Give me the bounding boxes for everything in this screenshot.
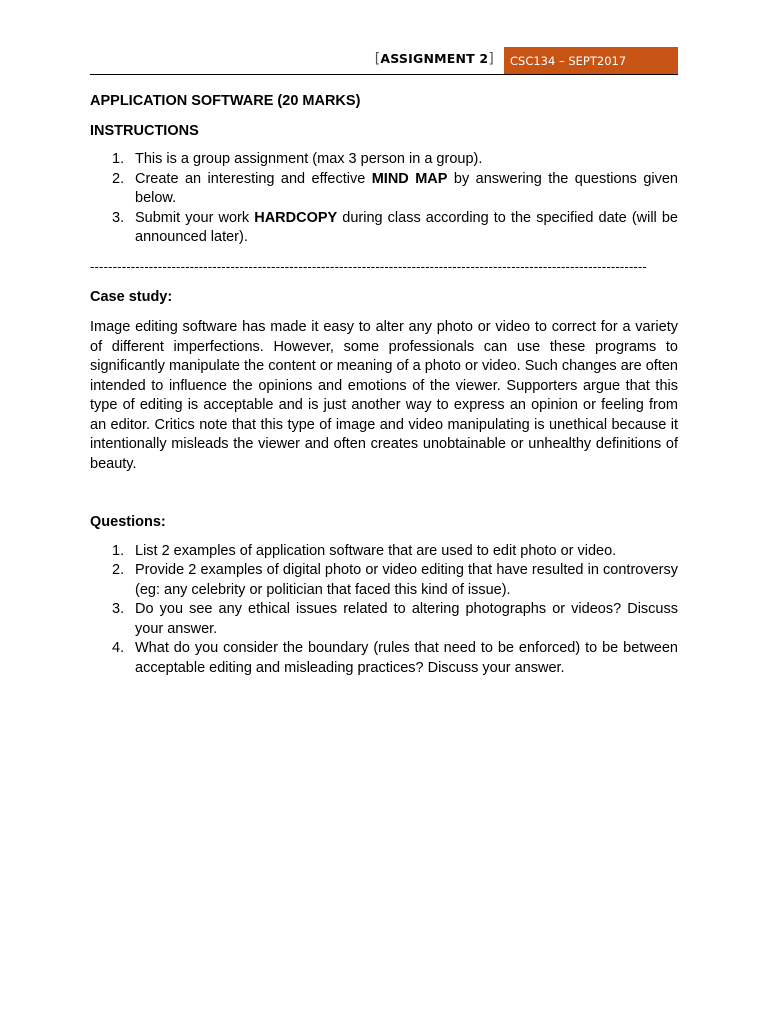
list-number: 2. bbox=[112, 170, 125, 187]
question-text: List 2 examples of application software that are used to edit photo or video. bbox=[135, 542, 617, 559]
instruction-item-2 bbox=[90, 170, 678, 209]
instruction-text: by answering the questions given below. bbox=[135, 170, 678, 206]
instruction-text: Submit your work bbox=[135, 209, 255, 226]
question-text: Do you see any ethical issues related to altering photographs or videos? Discuss your answer. bbox=[135, 601, 678, 637]
case-study-heading: Case study: bbox=[90, 288, 173, 305]
document-title: APPLICATION SOFTWARE (20 MARKS) bbox=[90, 93, 361, 109]
case-study-body: Image editing software has made it easy to alter any photo or video to correct for a variety of different imperfections. However, some professionals can use these programs to significantly manipulate the content or meaning of a photo or video. Such changes are often intended to influence the opinions and emotions of the viewer. Supporters argue that this type of editing is acceptable and is just another way to express an opinion or feeling from an editor. Critics note that this type of image and video manipulating is unethical because it intentionally misleads the viewer and often creates unobtainable or unhealthy definitions of beauty. bbox=[90, 319, 678, 472]
instruction-item-3 bbox=[90, 209, 678, 248]
header-rule bbox=[90, 74, 678, 75]
document-body bbox=[90, 92, 678, 678]
instructions-heading: INSTRUCTIONS bbox=[90, 122, 199, 139]
list-number: 1. bbox=[112, 151, 125, 167]
page-header bbox=[90, 45, 678, 75]
dashed-divider: --------------------------------------------------------------------------------------------------------------------------- bbox=[90, 258, 648, 274]
question-item-1 bbox=[90, 542, 678, 562]
instruction-text: during class according to the specified date (will be announced later). bbox=[135, 209, 678, 245]
questions-list bbox=[90, 542, 678, 679]
list-number: 4. bbox=[112, 640, 125, 656]
assignment-label bbox=[375, 51, 494, 67]
instructions-list bbox=[90, 150, 678, 248]
question-item-4 bbox=[90, 639, 678, 678]
question-text: Provide 2 examples of digital photo or video editing that have resulted in controversy (eg: any celebrity or politician that faced this kind of issue). bbox=[135, 562, 678, 598]
instruction-emphasis: HARDCOPY bbox=[254, 209, 338, 226]
assignment-text: ASSIGNMENT 2 bbox=[380, 51, 489, 66]
list-number: 1. bbox=[112, 542, 125, 559]
list-number: 3. bbox=[112, 601, 125, 617]
bracket-open: [ bbox=[374, 51, 381, 67]
question-text: What do you consider the boundary (rules that need to be enforced) to be between acceptable editing and misleading practices? Discuss your answer. bbox=[135, 640, 678, 676]
list-number: 3. bbox=[112, 209, 125, 226]
instruction-text: This is a group assignment (max 3 person in a group). bbox=[135, 151, 483, 167]
list-number: 2. bbox=[112, 562, 125, 578]
questions-heading: Questions: bbox=[90, 514, 166, 530]
bracket-close: ] bbox=[488, 51, 494, 67]
instruction-emphasis: MIND MAP bbox=[371, 170, 448, 187]
question-item-3 bbox=[90, 600, 678, 639]
instruction-item-1 bbox=[90, 150, 678, 170]
question-item-2 bbox=[90, 561, 678, 600]
instruction-text: Create an interesting and effective bbox=[135, 170, 372, 187]
course-badge: CSC134 – SEPT2017 bbox=[504, 47, 678, 75]
